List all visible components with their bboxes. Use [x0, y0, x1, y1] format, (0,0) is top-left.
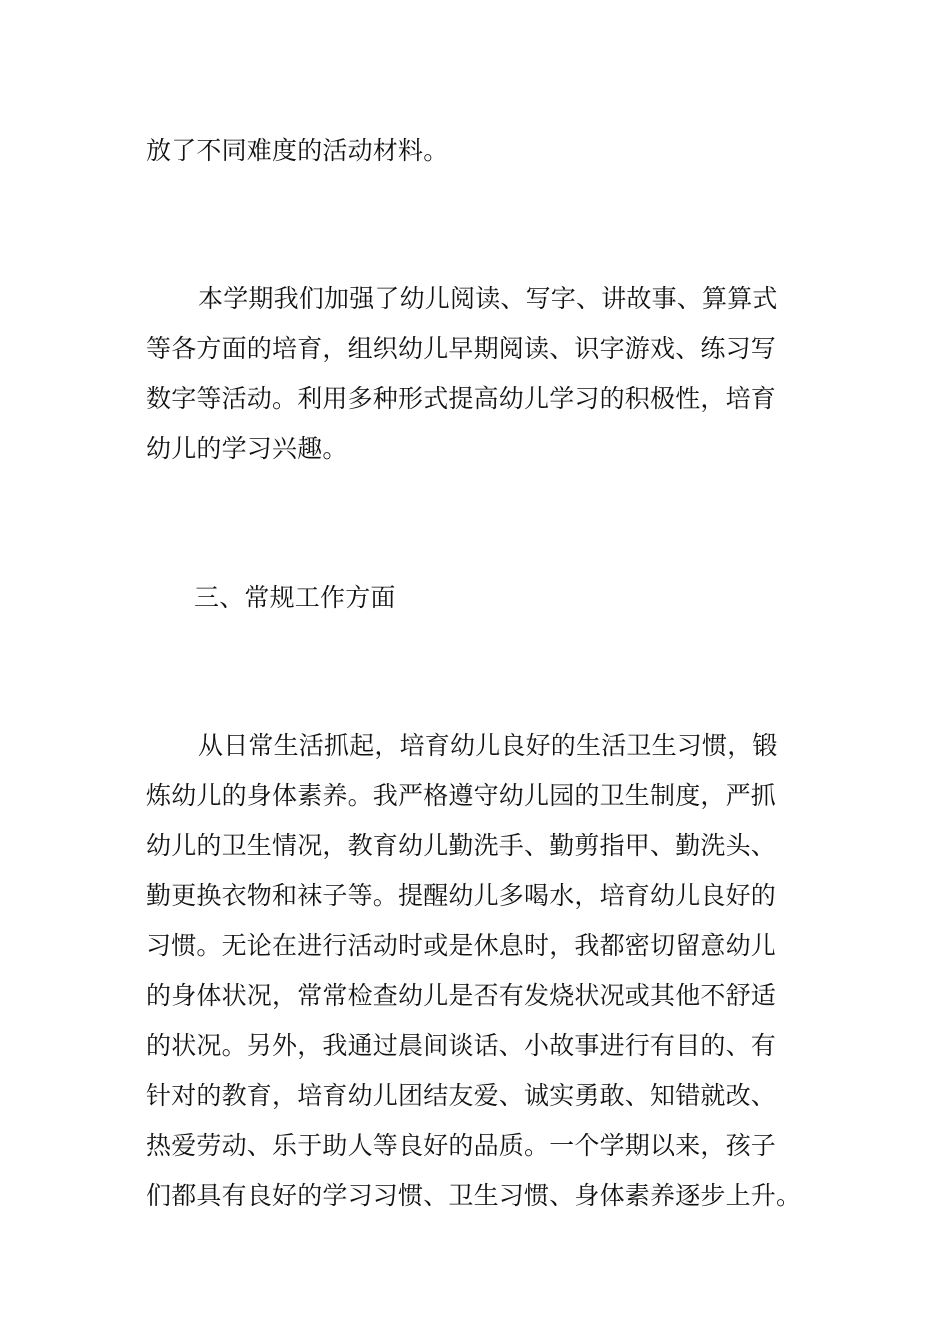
- paragraph-3-line-8: 针对的教育，培育幼儿团结友爱、诚实勇敢、知错就改、: [146, 1081, 777, 1110]
- paragraph-3-line-4: 勤更换衣物和袜子等。提醒幼儿多喝水，培育幼儿良好的: [146, 881, 777, 910]
- paragraph-3-line-3: 幼儿的卫生情况，教育幼儿勤洗手、勤剪指甲、勤洗头、: [146, 831, 777, 860]
- paragraph-3-line-2: 炼幼儿的身体素养。我严格遵守幼儿园的卫生制度，严抓: [146, 781, 777, 810]
- section-heading: 三、常规工作方面: [194, 583, 396, 612]
- paragraph-3-line-9: 热爱劳动、乐于助人等良好的品质。一个学期以来，孩子: [146, 1131, 777, 1160]
- paragraph-2-line-1: 本学期我们加强了幼儿阅读、写字、讲故事、算算式: [198, 284, 778, 313]
- paragraph-2-line-3: 数字等活动。利用多种形式提高幼儿学习的积极性，培育: [146, 384, 777, 413]
- paragraph-3-line-1: 从日常生活抓起，培育幼儿良好的生活卫生习惯，锻: [198, 731, 778, 760]
- paragraph-3-line-5: 习惯。无论在进行活动时或是休息时，我都密切留意幼儿: [146, 931, 777, 960]
- paragraph-3-line-6: 的身体状况，常常检查幼儿是否有发烧状况或其他不舒适: [146, 981, 777, 1010]
- paragraph-2-line-4: 幼儿的学习兴趣。: [146, 434, 348, 463]
- paragraph-2-line-2: 等各方面的培育，组织幼儿早期阅读、识字游戏、练习写: [146, 334, 777, 363]
- paragraph-1-line-1: 放了不同难度的活动材料。: [146, 136, 449, 165]
- paragraph-3-line-7: 的状况。另外，我通过晨间谈话、小故事进行有目的、有: [146, 1031, 777, 1060]
- paragraph-3-line-10: 们都具有良好的学习习惯、卫生习惯、身体素养逐步上升。: [146, 1181, 802, 1210]
